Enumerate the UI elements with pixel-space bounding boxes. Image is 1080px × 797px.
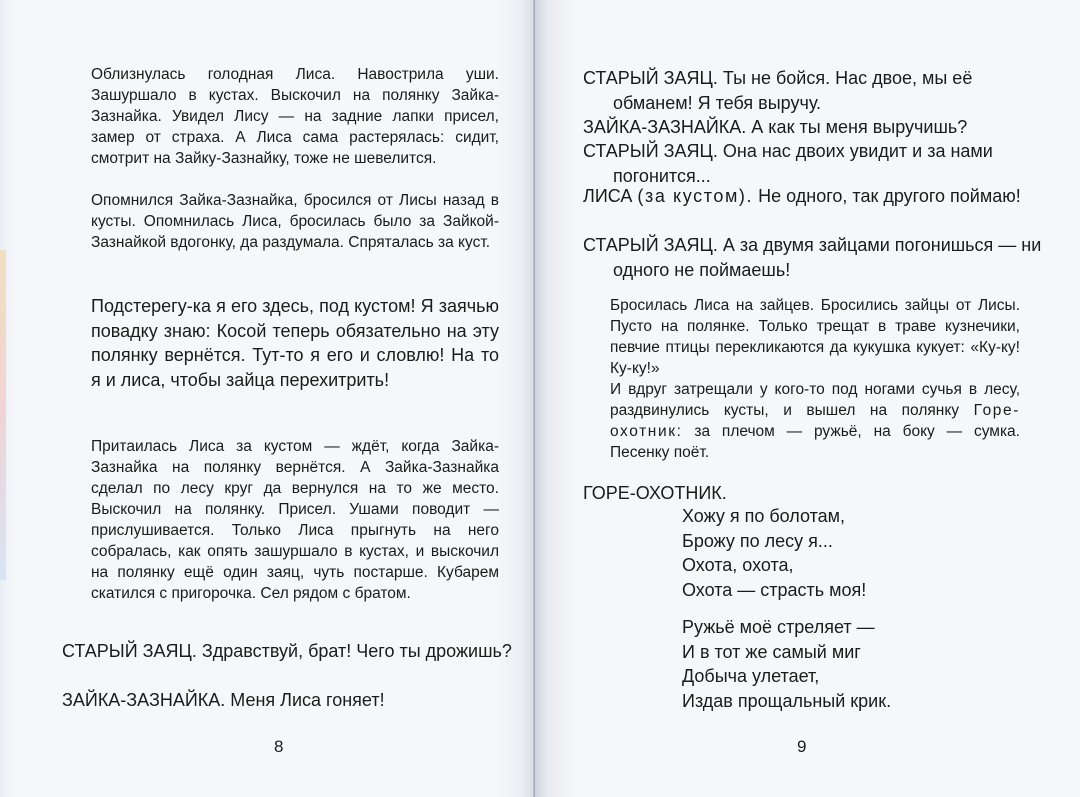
song-line: Брожу по лесу я... bbox=[682, 530, 833, 551]
song-line: Охота, охота, bbox=[682, 555, 794, 575]
narration-paragraph-2: Опомнился Зайка-Зазнайка, бросился от Лисы назад в кусты. Опомнилась Лиса, бросилась было за Зайкой-Зазнайкой вдогонку, да раздумала. Спряталась за куст. bbox=[91, 192, 499, 251]
page-number-right: 9 bbox=[797, 737, 807, 756]
song-line: Охота — страсть моя! bbox=[682, 579, 867, 600]
stage-direction: (за кустом). bbox=[637, 186, 754, 206]
narration-paragraph-1: Облизнулась голодная Лиса. Навострила уши. Зашуршало в кустах. Выскочил на полянку Зайка-Зазнайка. Увидел Лису — на задние лапки присел, замер от страха. А Лиса сама растерялась: сидит, смотрит на Зайку-Зазнайку, тоже не шевелится. bbox=[91, 66, 499, 167]
narration-paragraph-3: Притаилась Лиса за кустом — ждёт, когда Зайка-Зазнайка на полянку вернётся. А Зайка-Зазнайка сделал по лесу круг да вернулся на то же место. Выскочил на полянку. Присел. Ушами поводит — прислушивается. Только Лиса прыгнуть на него собралась, как опять зашуршало в кустах, и выскочил на полянку ещё один заяц, чуть постарше. Кубарем скатился с пригорочка. Сел рядом с братом. bbox=[91, 438, 499, 602]
dialogue-fox bbox=[583, 184, 1050, 209]
left-page bbox=[0, 0, 535, 797]
song-line: Добыча улетает, bbox=[682, 666, 820, 686]
dialogue-old-hare-2: СТАРЫЙ ЗАЯЦ. Она нас двоих увидит и за нами погонится... bbox=[583, 141, 993, 186]
dialogue-old-hare-1: СТАРЫЙ ЗАЯЦ. Ты не бойся. Нас двое, мы её обманем! Я тебя выручу. bbox=[583, 68, 973, 113]
dialogue-old-hare: СТАРЫЙ ЗАЯЦ. Здравствуй, брат! Чего ты дрожишь? bbox=[62, 641, 512, 661]
hunter-speaker: ГОРЕ-ОХОТНИК. bbox=[583, 483, 727, 503]
narration-paragraph-4: Бросилась Лиса на зайцев. Бросились зайцы от Лисы. Пусто на полянке. Только трещат в траве кузнечики, певчие птицы перекликаются да кукушка кукует: «Ку-ку! Ку-ку!» bbox=[610, 297, 1020, 377]
narration-paragraph-5 bbox=[610, 379, 1020, 463]
narration-text-1: И вдруг затрещали у кого-то под ногами сучья в лесу, раздвинулись кусты, и вышел на полянку bbox=[610, 381, 1020, 419]
dialogue-old-hare-3: СТАРЫЙ ЗАЯЦ. А за двумя зайцами погонишься — ни одного не поймаешь! bbox=[583, 235, 1042, 280]
song-line: Хожу я по болотам, bbox=[682, 506, 846, 526]
song-line: Издав прощальный крик. bbox=[682, 690, 892, 711]
page-edge-color-strip bbox=[0, 250, 6, 580]
dialogue-zaika-1: ЗАЙКА-ЗАЗНАЙКА. А как ты меня выручишь? bbox=[583, 117, 968, 137]
hunter-song-stanza-2 bbox=[682, 615, 1022, 713]
hunter-name: Горе-охотник: bbox=[610, 402, 1020, 440]
right-page bbox=[535, 0, 1080, 797]
fox-monologue: Подстерегу-ка я его здесь, под кустом! Я заячью повадку знаю: Косой теперь обязательно на эту полянку вернётся. Тут-то я его и словлю! На то я и лиса, чтобы зайца перехитрить! bbox=[91, 296, 499, 390]
dialogue-zaika: ЗАЙКА-ЗАЗНАЙКА. Меня Лиса гоняет! bbox=[62, 690, 385, 710]
song-line: И в тот же самый миг bbox=[682, 641, 861, 662]
fox-speaker: ЛИСА bbox=[583, 186, 633, 206]
hunter-song-stanza-1 bbox=[682, 504, 1022, 602]
page-number-left: 8 bbox=[274, 737, 284, 756]
fox-line: Не одного, так другого поймаю! bbox=[758, 186, 1021, 206]
song-line: Ружьё моё стреляет — bbox=[682, 617, 875, 637]
narration-text-2: за плечом — ружьё, на боку — сумка. Песенку поёт. bbox=[610, 423, 1020, 461]
